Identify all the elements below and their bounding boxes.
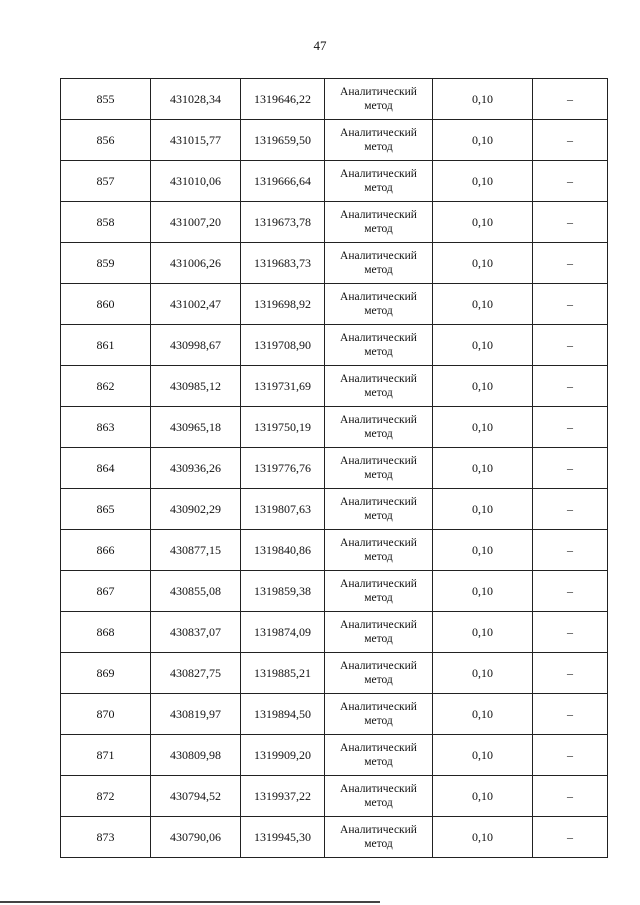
note-cell: – (533, 817, 608, 858)
x-coordinate-cell: 430837,07 (151, 612, 241, 653)
point-number-cell: 855 (61, 79, 151, 120)
x-coordinate-cell: 431006,26 (151, 243, 241, 284)
accuracy-cell: 0,10 (433, 79, 533, 120)
note-cell: – (533, 79, 608, 120)
method-text: Аналитический метод (340, 824, 417, 850)
accuracy-cell: 0,10 (433, 776, 533, 817)
table-row (61, 120, 608, 161)
method-cell (325, 79, 433, 120)
point-number-cell: 862 (61, 366, 151, 407)
method-cell (325, 571, 433, 612)
point-number-cell: 864 (61, 448, 151, 489)
table-row (61, 202, 608, 243)
table-row (61, 571, 608, 612)
note-cell: – (533, 120, 608, 161)
x-coordinate-cell: 430819,97 (151, 694, 241, 735)
point-number-cell: 861 (61, 325, 151, 366)
table-row (61, 161, 608, 202)
method-text: Аналитический метод (340, 537, 417, 563)
y-coordinate-cell: 1319666,64 (241, 161, 325, 202)
accuracy-cell: 0,10 (433, 530, 533, 571)
accuracy-cell: 0,10 (433, 694, 533, 735)
x-coordinate-cell: 430827,75 (151, 653, 241, 694)
method-cell (325, 161, 433, 202)
method-cell (325, 448, 433, 489)
y-coordinate-cell: 1319945,30 (241, 817, 325, 858)
method-text: Аналитический метод (340, 291, 417, 317)
note-cell: – (533, 325, 608, 366)
table-row (61, 243, 608, 284)
note-cell: – (533, 366, 608, 407)
y-coordinate-cell: 1319859,38 (241, 571, 325, 612)
note-cell: – (533, 243, 608, 284)
note-cell: – (533, 161, 608, 202)
note-cell: – (533, 202, 608, 243)
table-row (61, 694, 608, 735)
accuracy-cell: 0,10 (433, 735, 533, 776)
point-number-cell: 871 (61, 735, 151, 776)
note-cell: – (533, 284, 608, 325)
table-row (61, 735, 608, 776)
table-row (61, 325, 608, 366)
accuracy-cell: 0,10 (433, 407, 533, 448)
x-coordinate-cell: 431028,34 (151, 79, 241, 120)
table-row (61, 653, 608, 694)
method-cell (325, 817, 433, 858)
note-cell: – (533, 407, 608, 448)
note-cell: – (533, 653, 608, 694)
point-number-cell: 863 (61, 407, 151, 448)
method-cell (325, 489, 433, 530)
method-text: Аналитический метод (340, 250, 417, 276)
method-text: Аналитический метод (340, 701, 417, 727)
y-coordinate-cell: 1319909,20 (241, 735, 325, 776)
method-text: Аналитический метод (340, 496, 417, 522)
point-number-cell: 872 (61, 776, 151, 817)
y-coordinate-cell: 1319646,22 (241, 79, 325, 120)
table-row (61, 489, 608, 530)
method-text: Аналитический метод (340, 373, 417, 399)
method-cell (325, 284, 433, 325)
bottom-rule (0, 901, 380, 903)
page-number: 47 (313, 38, 327, 53)
method-cell (325, 366, 433, 407)
method-text: Аналитический метод (340, 127, 417, 153)
x-coordinate-cell: 430809,98 (151, 735, 241, 776)
x-coordinate-cell: 431010,06 (151, 161, 241, 202)
y-coordinate-cell: 1319698,92 (241, 284, 325, 325)
y-coordinate-cell: 1319673,78 (241, 202, 325, 243)
x-coordinate-cell: 430998,67 (151, 325, 241, 366)
x-coordinate-cell: 430877,15 (151, 530, 241, 571)
accuracy-cell: 0,10 (433, 161, 533, 202)
accuracy-cell: 0,10 (433, 243, 533, 284)
note-cell: – (533, 776, 608, 817)
accuracy-cell: 0,10 (433, 325, 533, 366)
method-cell (325, 612, 433, 653)
point-number-cell: 865 (61, 489, 151, 530)
accuracy-cell: 0,10 (433, 448, 533, 489)
method-cell (325, 735, 433, 776)
table-row (61, 817, 608, 858)
method-cell (325, 776, 433, 817)
coordinates-table (60, 78, 608, 858)
y-coordinate-cell: 1319874,09 (241, 612, 325, 653)
method-text: Аналитический метод (340, 209, 417, 235)
point-number-cell: 860 (61, 284, 151, 325)
method-text: Аналитический метод (340, 414, 417, 440)
method-text: Аналитический метод (340, 783, 417, 809)
table-row (61, 448, 608, 489)
y-coordinate-cell: 1319885,21 (241, 653, 325, 694)
method-text: Аналитический метод (340, 619, 417, 645)
method-text: Аналитический метод (340, 332, 417, 358)
note-cell: – (533, 612, 608, 653)
note-cell: – (533, 694, 608, 735)
x-coordinate-cell: 430855,08 (151, 571, 241, 612)
method-text: Аналитический метод (340, 86, 417, 112)
x-coordinate-cell: 431015,77 (151, 120, 241, 161)
point-number-cell: 856 (61, 120, 151, 161)
accuracy-cell: 0,10 (433, 120, 533, 161)
accuracy-cell: 0,10 (433, 571, 533, 612)
method-cell (325, 202, 433, 243)
point-number-cell: 857 (61, 161, 151, 202)
table-row (61, 612, 608, 653)
accuracy-cell: 0,10 (433, 653, 533, 694)
method-text: Аналитический метод (340, 660, 417, 686)
coordinates-table-body (61, 79, 608, 858)
table-row (61, 366, 608, 407)
table-row (61, 530, 608, 571)
table-row (61, 407, 608, 448)
table-row (61, 284, 608, 325)
table-row (61, 79, 608, 120)
y-coordinate-cell: 1319708,90 (241, 325, 325, 366)
x-coordinate-cell: 430965,18 (151, 407, 241, 448)
note-cell: – (533, 489, 608, 530)
accuracy-cell: 0,10 (433, 817, 533, 858)
method-cell (325, 243, 433, 284)
y-coordinate-cell: 1319937,22 (241, 776, 325, 817)
method-cell (325, 325, 433, 366)
note-cell: – (533, 735, 608, 776)
y-coordinate-cell: 1319807,63 (241, 489, 325, 530)
x-coordinate-cell: 431007,20 (151, 202, 241, 243)
y-coordinate-cell: 1319894,50 (241, 694, 325, 735)
x-coordinate-cell: 430794,52 (151, 776, 241, 817)
x-coordinate-cell: 430902,29 (151, 489, 241, 530)
y-coordinate-cell: 1319683,73 (241, 243, 325, 284)
method-cell (325, 530, 433, 571)
method-text: Аналитический метод (340, 455, 417, 481)
method-cell (325, 120, 433, 161)
table-row (61, 776, 608, 817)
method-text: Аналитический метод (340, 742, 417, 768)
point-number-cell: 867 (61, 571, 151, 612)
y-coordinate-cell: 1319659,50 (241, 120, 325, 161)
accuracy-cell: 0,10 (433, 202, 533, 243)
point-number-cell: 869 (61, 653, 151, 694)
point-number-cell: 858 (61, 202, 151, 243)
note-cell: – (533, 530, 608, 571)
y-coordinate-cell: 1319840,86 (241, 530, 325, 571)
x-coordinate-cell: 430985,12 (151, 366, 241, 407)
method-text: Аналитический метод (340, 578, 417, 604)
method-cell (325, 653, 433, 694)
y-coordinate-cell: 1319750,19 (241, 407, 325, 448)
accuracy-cell: 0,10 (433, 489, 533, 530)
point-number-cell: 870 (61, 694, 151, 735)
method-cell (325, 694, 433, 735)
point-number-cell: 873 (61, 817, 151, 858)
accuracy-cell: 0,10 (433, 612, 533, 653)
accuracy-cell: 0,10 (433, 284, 533, 325)
x-coordinate-cell: 431002,47 (151, 284, 241, 325)
point-number-cell: 868 (61, 612, 151, 653)
y-coordinate-cell: 1319731,69 (241, 366, 325, 407)
note-cell: – (533, 448, 608, 489)
y-coordinate-cell: 1319776,76 (241, 448, 325, 489)
x-coordinate-cell: 430936,26 (151, 448, 241, 489)
x-coordinate-cell: 430790,06 (151, 817, 241, 858)
accuracy-cell: 0,10 (433, 366, 533, 407)
note-cell: – (533, 571, 608, 612)
method-cell (325, 407, 433, 448)
point-number-cell: 866 (61, 530, 151, 571)
point-number-cell: 859 (61, 243, 151, 284)
method-text: Аналитический метод (340, 168, 417, 194)
